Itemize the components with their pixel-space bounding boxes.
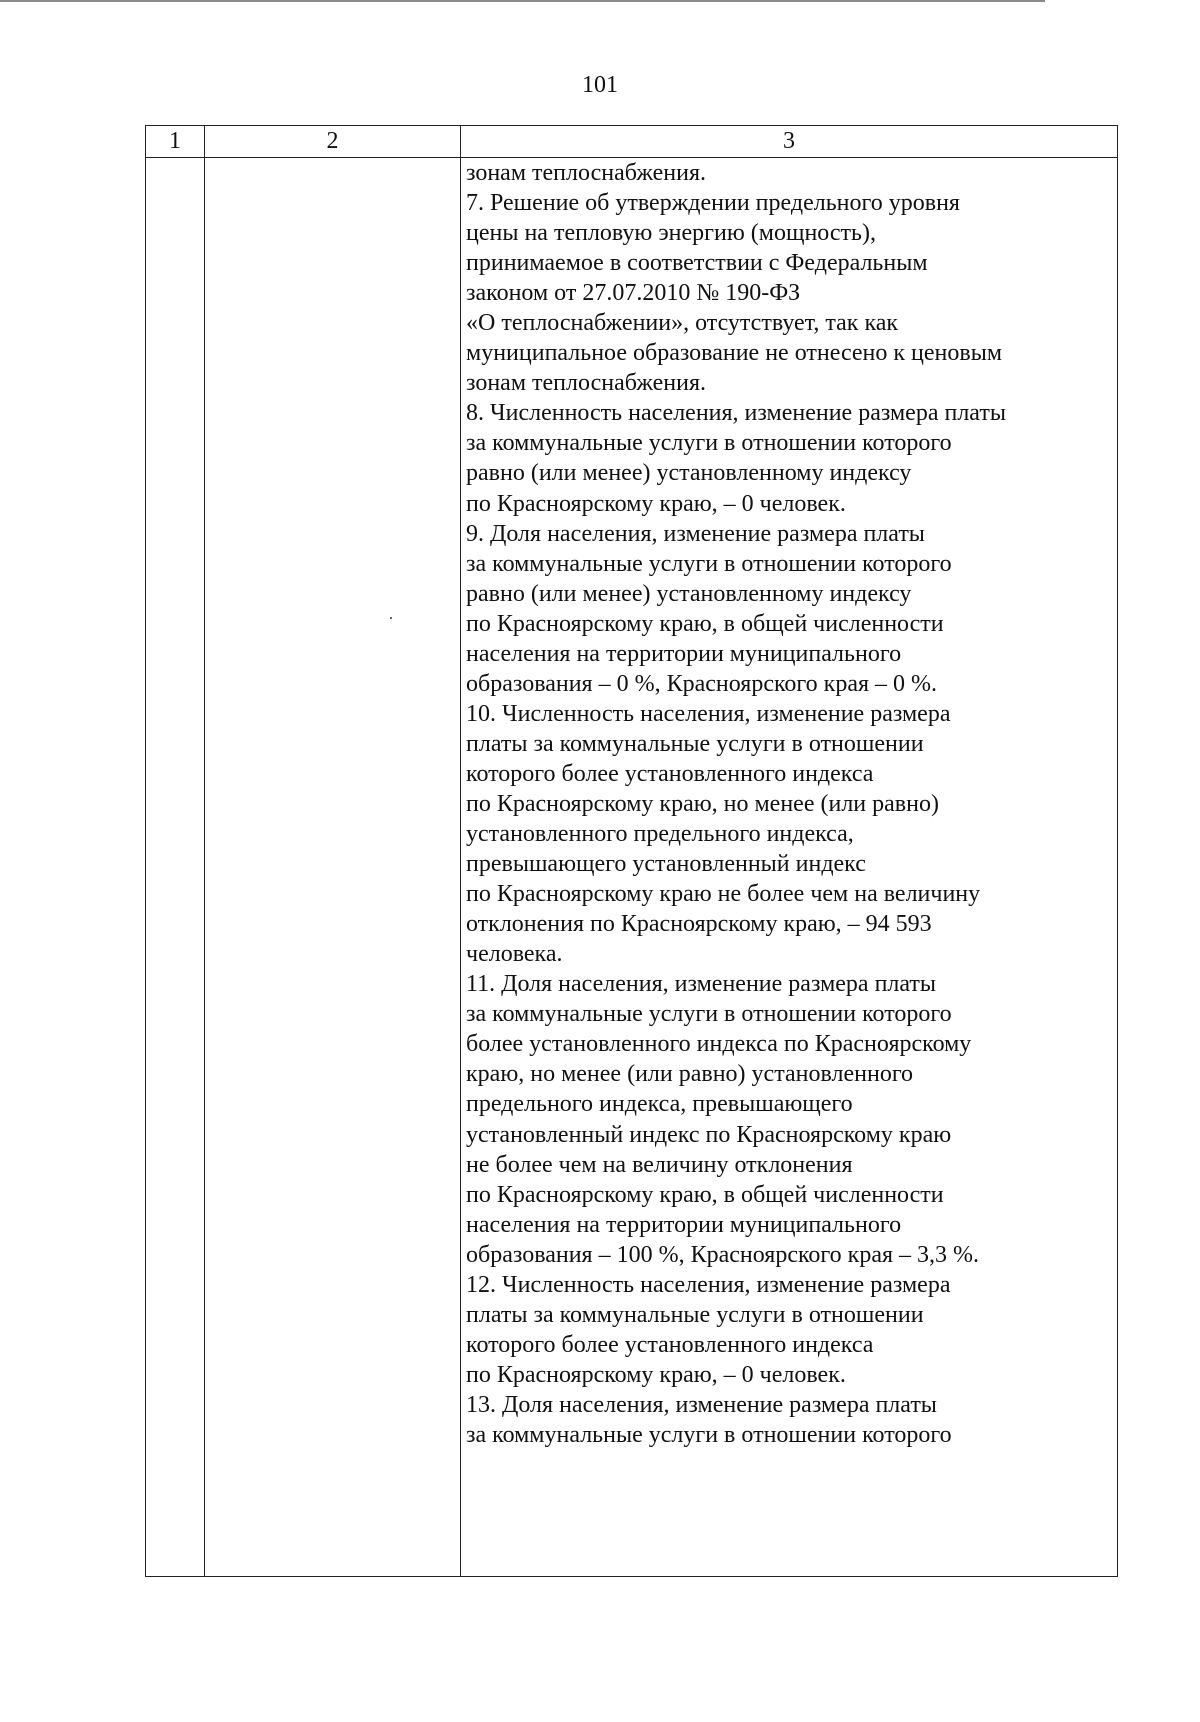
text-line: за коммунальные услуги в отношении которого: [466, 1421, 952, 1448]
text-line: муниципальное образование не отнесено к ценовым: [466, 340, 1003, 367]
text-line: по Красноярскому краю, в общей численности: [466, 1181, 944, 1208]
col-2-cell: [205, 158, 461, 1577]
text-line: населения на территории муниципального: [466, 640, 902, 667]
header-col-3: 3: [461, 126, 1118, 158]
text-line: установленный индекс по Красноярскому краю: [466, 1121, 952, 1148]
text-line: 10. Численность населения, изменение размера: [466, 700, 951, 727]
text-line: краю, но менее (или равно) установленного: [466, 1061, 914, 1088]
text-line: зонам теплоснабжения.: [466, 160, 706, 186]
text-line: по Красноярскому краю, – 0 человек.: [466, 490, 846, 517]
scan-speck: [390, 617, 392, 619]
text-line: которого более установленного индекса: [466, 760, 874, 787]
scan-edge-line: [0, 0, 1045, 2]
text-line: которого более установленного индекса: [466, 1331, 874, 1358]
text-line: человека.: [466, 941, 563, 968]
header-col-2: 2: [205, 126, 461, 158]
text-line: зонам теплоснабжения.: [466, 370, 706, 397]
col-1-cell: [146, 158, 205, 1577]
text-line: образования – 100 %, Красноярского края – 3,3 %.: [466, 1241, 980, 1268]
col-3-cell: [461, 158, 1118, 1577]
table-body-row: [146, 158, 1118, 1577]
text-line: превышающего установленный индекс: [466, 851, 866, 878]
text-line: 7. Решение об утверждении предельного уровня: [466, 190, 960, 217]
text-line: законом от 27.07.2010 № 190-ФЗ: [466, 280, 801, 307]
header-col-1: 1: [146, 126, 205, 158]
text-line: 12. Численность населения, изменение размера: [466, 1271, 951, 1298]
text-line: платы за коммунальные услуги в отношении: [466, 730, 924, 757]
text-line: цены на тепловую энергию (мощность),: [466, 220, 876, 247]
text-line: «О теплоснабжении», отсутствует, так как: [466, 310, 899, 337]
col-3-text-block: [466, 158, 1117, 1450]
text-line: предельного индекса, превышающего: [466, 1091, 853, 1118]
text-line: 8. Численность населения, изменение размера платы: [466, 400, 1006, 427]
table-header-row: [146, 126, 1118, 158]
text-line: населения на территории муниципального: [466, 1211, 902, 1238]
text-line: за коммунальные услуги в отношении которого: [466, 430, 952, 457]
text-line: платы за коммунальные услуги в отношении: [466, 1301, 924, 1328]
text-line: установленного предельного индекса,: [466, 821, 854, 848]
text-line: по Красноярскому краю не более чем на величину: [466, 881, 981, 908]
text-line: отклонения по Красноярскому краю, – 94 593: [466, 911, 932, 938]
document-table: [145, 125, 1118, 1577]
text-line: за коммунальные услуги в отношении которого: [466, 1001, 952, 1028]
text-line: по Красноярскому краю, но менее (или равно): [466, 790, 939, 817]
text-line: образования – 0 %, Красноярского края – 0 %.: [466, 670, 938, 697]
text-line: 13. Доля населения, изменение размера платы: [466, 1391, 937, 1418]
text-line: более установленного индекса по Красноярскому: [466, 1031, 972, 1058]
text-line: 9. Доля населения, изменение размера платы: [466, 520, 925, 547]
text-line: за коммунальные услуги в отношении которого: [466, 550, 952, 577]
text-line: по Красноярскому краю, в общей численности: [466, 610, 944, 637]
text-line: не более чем на величину отклонения: [466, 1151, 853, 1178]
text-line: принимаемое в соответствии с Федеральным: [466, 250, 928, 277]
text-line: равно (или менее) установленному индексу: [466, 580, 912, 607]
text-line: равно (или менее) установленному индексу: [466, 460, 912, 487]
page-number: 101: [582, 72, 618, 98]
text-line: по Красноярскому краю, – 0 человек.: [466, 1361, 846, 1388]
text-line: 11. Доля населения, изменение размера платы: [466, 971, 937, 998]
